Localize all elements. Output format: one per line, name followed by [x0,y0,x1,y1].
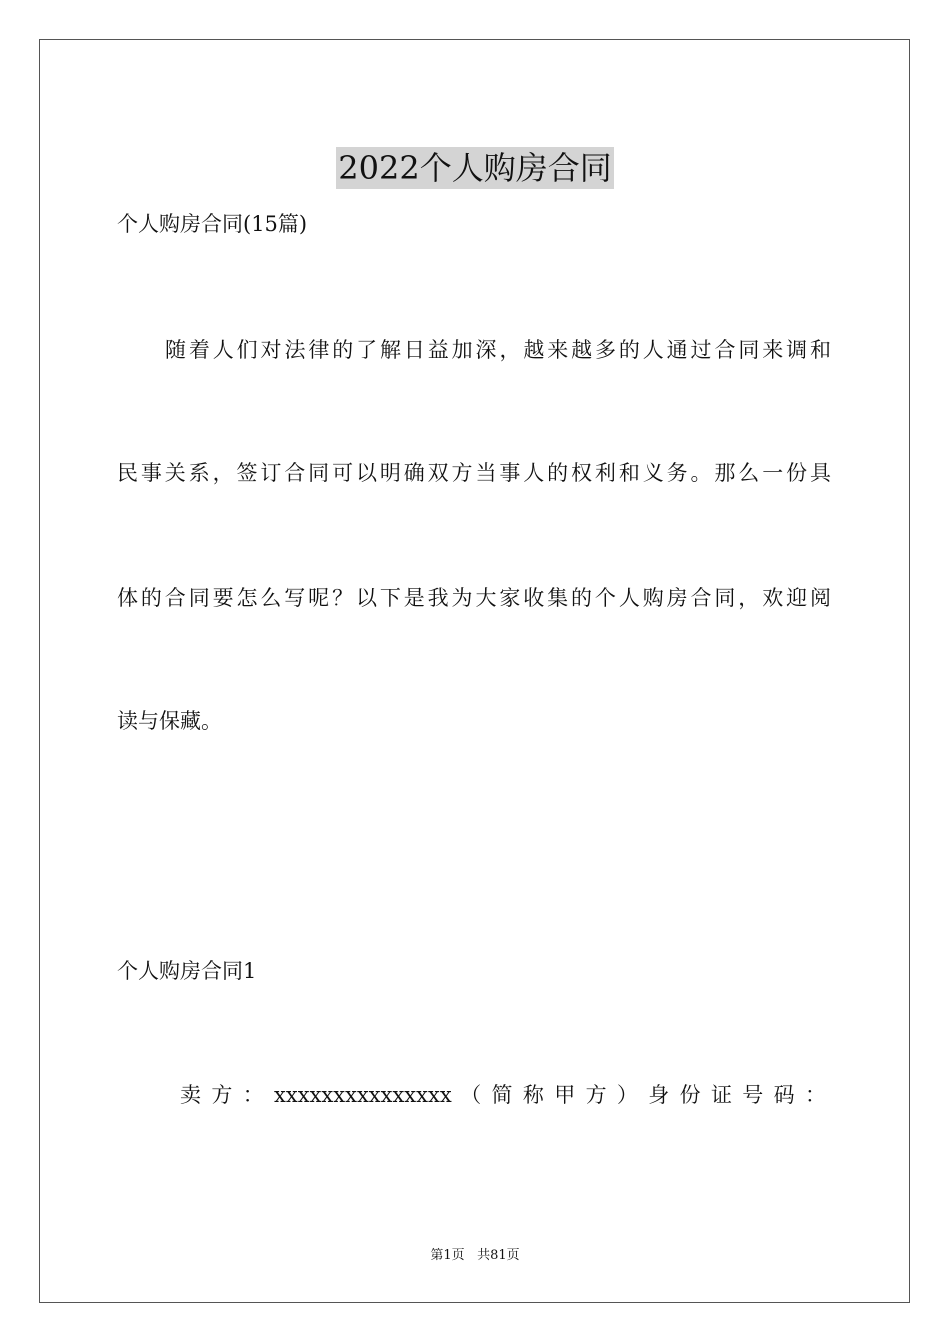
intro-line-3: 体的合同要怎么写呢？以下是我为大家收集的个人购房合同，欢迎阅 [117,586,831,610]
page-footer [0,1246,950,1266]
section-heading: 个人购房合同1 [117,959,257,983]
footer-page-total: 共81页 [477,1248,520,1263]
document-title: 2022个人购房合同 [338,149,612,188]
title-container [0,126,950,211]
document-subtitle: 个人购房合同(15篇) [117,212,308,236]
intro-line-1: 随着人们对法律的了解日益加深，越来越多的人通过合同来调和 [165,338,831,362]
seller-line: 卖 方 ： xxxxxxxxxxxxxxx （ 简 称 甲 方 ） 身 份 证 号 码 ： [180,1083,826,1107]
intro-line-4: 读与保藏。 [117,709,222,733]
intro-line-2: 民事关系，签订合同可以明确双方当事人的权利和义务。那么一份具 [117,461,831,485]
footer-page-current: 第1页 [430,1248,465,1263]
